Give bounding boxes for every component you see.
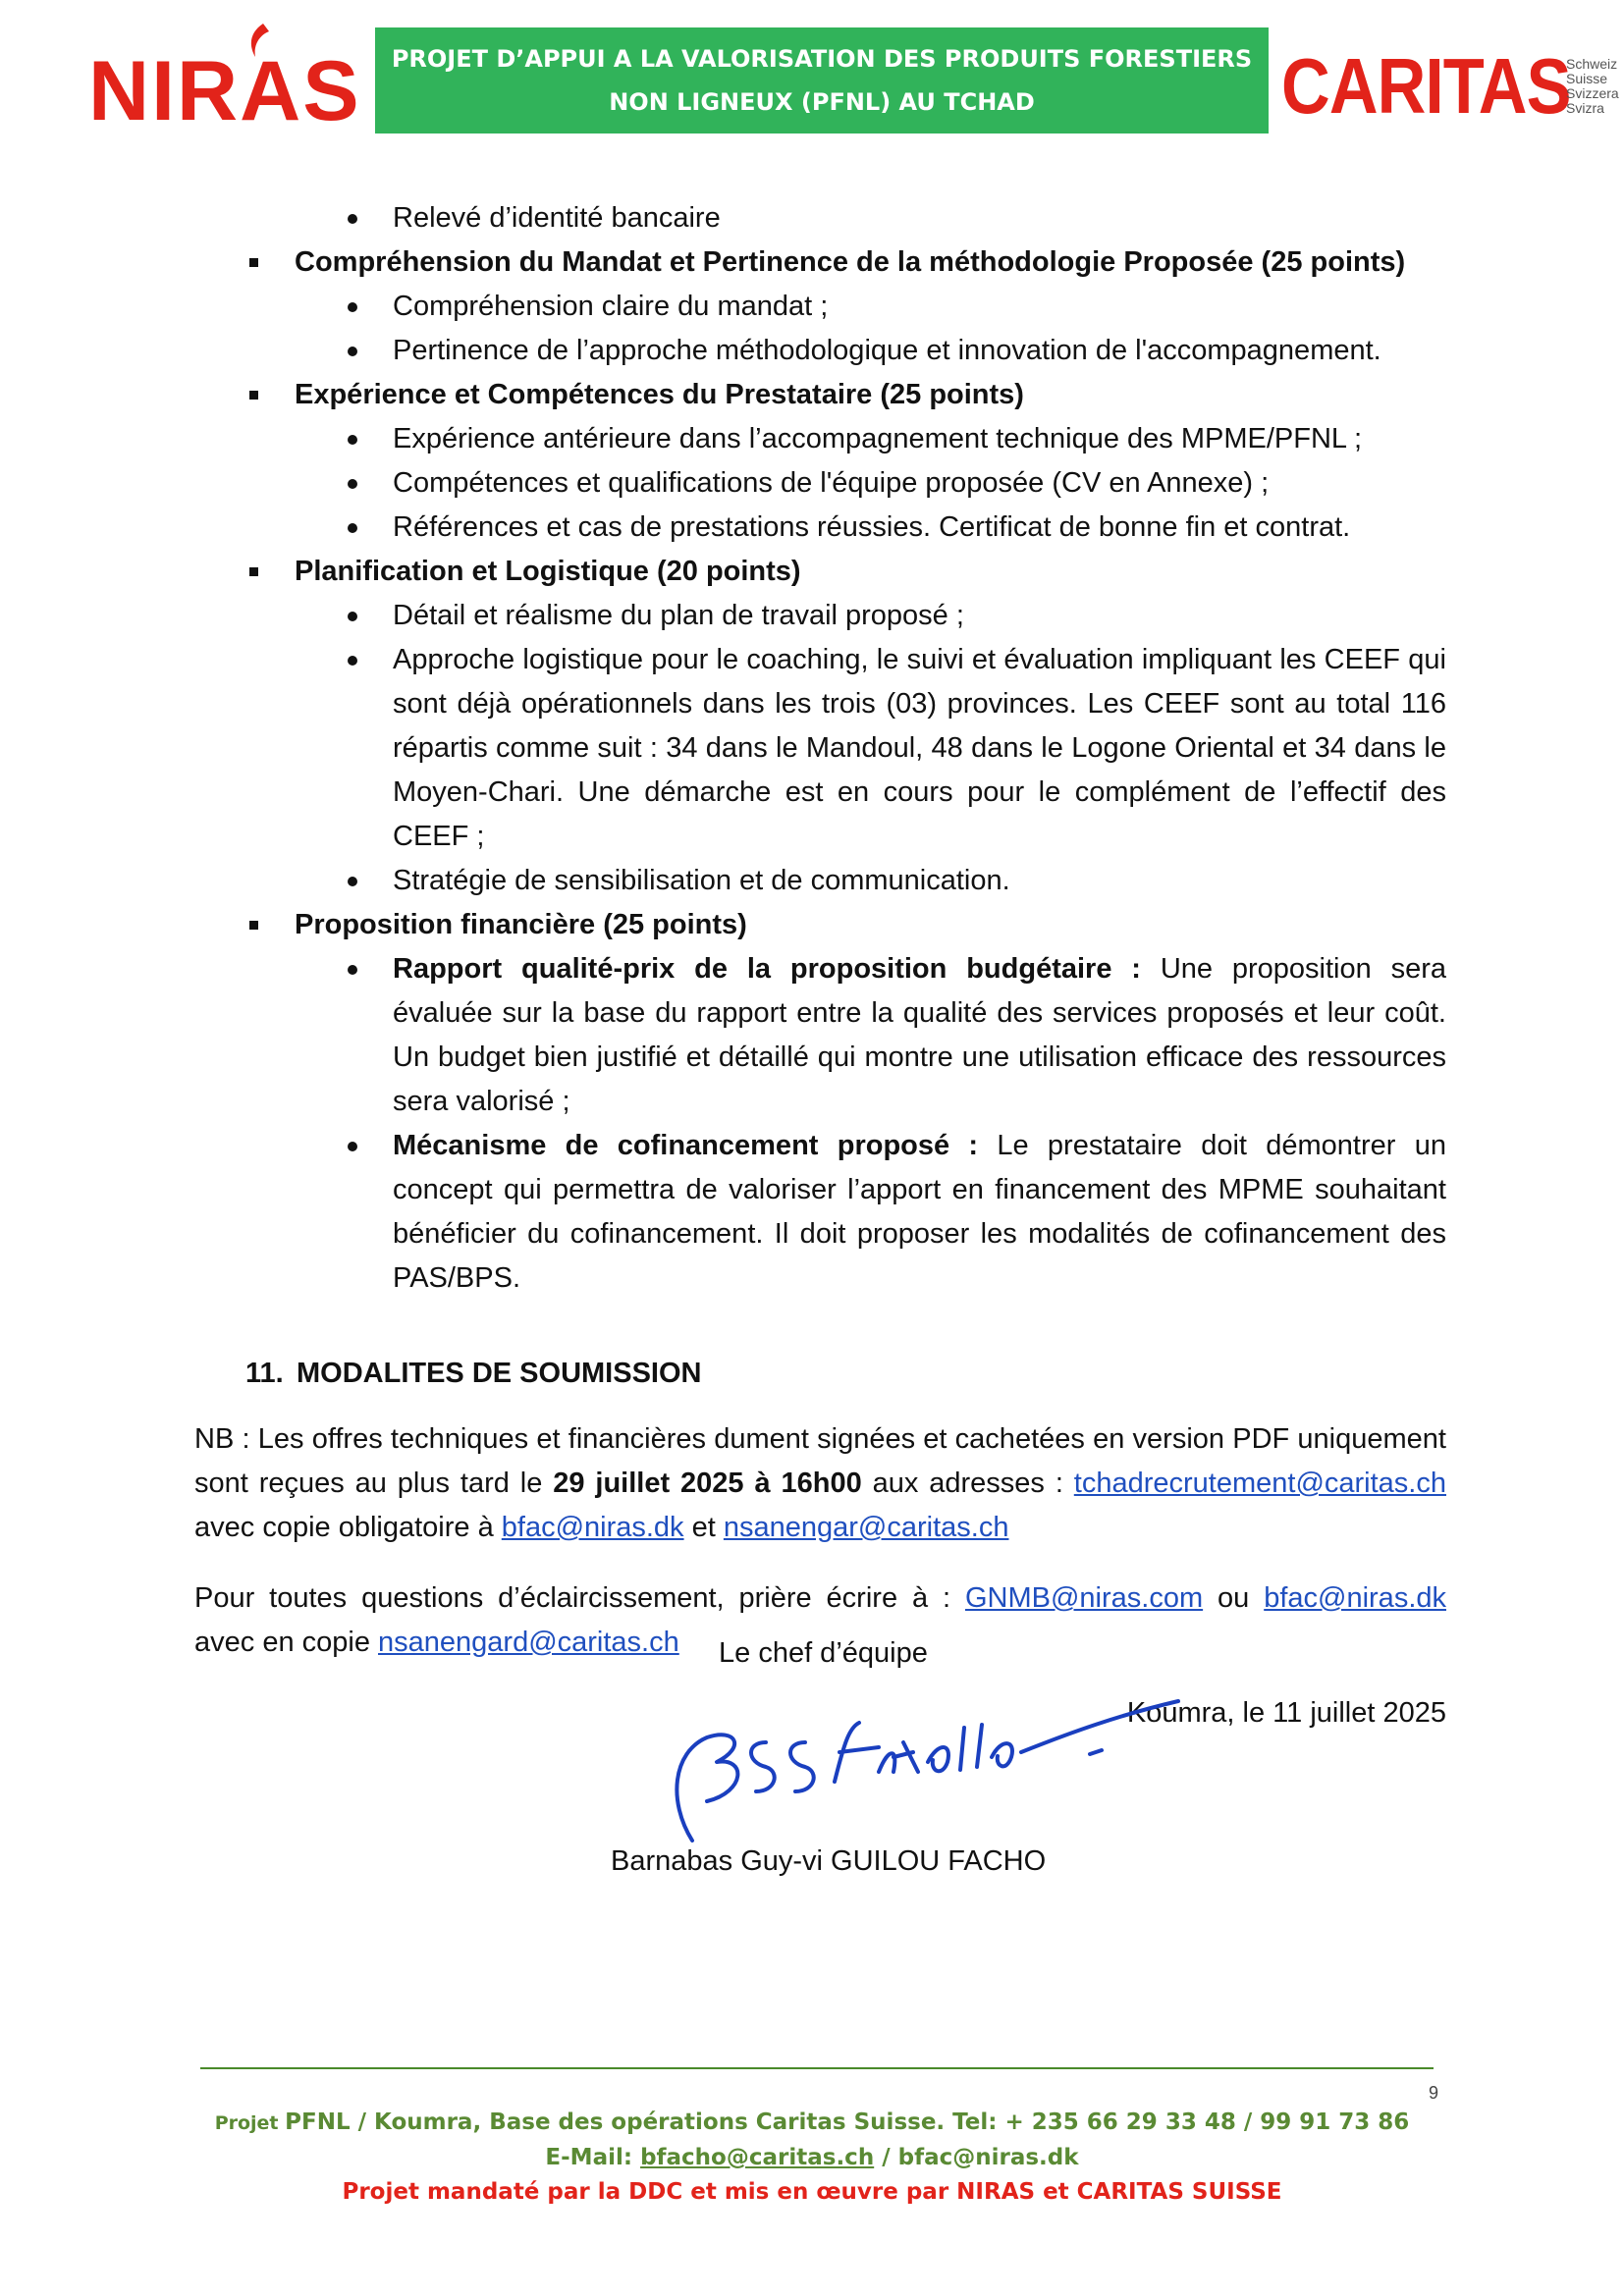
bullet-item xyxy=(194,417,1446,461)
caritas-logo xyxy=(1281,42,1619,135)
caritas-lang: Schweiz xyxy=(1566,56,1618,72)
bullet-item xyxy=(194,196,1446,240)
footer-text: Projet xyxy=(214,2112,286,2134)
caritas-lang: Suisse xyxy=(1566,71,1608,86)
bullet-text: Approche logistique pour le coaching, le suivi et évaluation impliquant les CEEF qui sont déjà opérationnels dans les trois (03) provinces. Les CEEF sont au total 116 répartis comme suit : 34 dans le Mandoul, 48 dans le Logone Oriental et 34 dans le Moyen-Chari. Une démarche est en cours pour le complément de l’effectif des CEEF ; xyxy=(393,644,1446,852)
bullet-bold-lead: Mécanisme de cofinancement proposé : xyxy=(393,1130,979,1161)
text-run: avec copie obligatoire à xyxy=(194,1512,502,1543)
bullet-text: Le prestataire doit démontrer un concept qui permettra de valoriser l’apport en financement des MPME souhaitant bénéficier du cofinancement. Il doit proposer les modalités de cofinancement des PAS/BPS. xyxy=(393,1130,1446,1294)
square-bullet-icon xyxy=(249,567,258,576)
signatory-name: Barnabas Guy-vi GUILOU FACHO xyxy=(611,1845,1047,1877)
criterion-heading-text: Planification et Logistique (20 points) xyxy=(295,556,801,587)
project-title-banner xyxy=(375,27,1269,133)
section-heading xyxy=(194,1352,1446,1396)
niras-logo xyxy=(88,22,361,138)
bullet-item xyxy=(194,947,1446,1124)
footer-emails xyxy=(157,2141,1467,2175)
document-body xyxy=(194,196,1446,1735)
bullet-icon xyxy=(348,347,357,356)
text-run: et xyxy=(683,1512,724,1543)
email-link[interactable]: nsanengard@caritas.ch xyxy=(378,1627,679,1658)
bullet-text: Compréhension claire du mandat ; xyxy=(393,291,829,322)
bullet-bold-lead: Rapport qualité-prix de la proposition budgétaire : xyxy=(393,953,1141,985)
bullet-item xyxy=(194,506,1446,550)
footer-text: E-Mail: xyxy=(545,2145,641,2170)
niras-logo-text: NIRAS xyxy=(88,44,361,138)
deadline: 29 juillet 2025 à 16h00 xyxy=(553,1468,862,1499)
bullet-text: Expérience antérieure dans l’accompagnement technique des MPME/PFNL ; xyxy=(393,423,1363,454)
banner-line-1: PROJET D’APPUI A LA VALORISATION DES PRODUITS FORESTIERS xyxy=(391,45,1253,73)
criterion-heading xyxy=(194,550,1446,594)
bullet-item xyxy=(194,461,1446,506)
text-run: avec en copie xyxy=(194,1627,379,1658)
criterion-heading-text: Compréhension du Mandat et Pertinence de la méthodologie Proposée (25 points) xyxy=(295,246,1406,278)
text-run: NB : Les offres techniques et financières dument signées et cachetées en version PDF uniquement sont reçues au plus tard le xyxy=(194,1423,1446,1499)
bullet-item xyxy=(194,285,1446,329)
bullet-icon xyxy=(348,1142,357,1151)
square-bullet-icon xyxy=(249,921,258,930)
criterion-heading xyxy=(194,903,1446,947)
submission-paragraph xyxy=(194,1417,1446,1550)
email-link[interactable]: nsanengar@caritas.ch xyxy=(723,1512,1009,1543)
caritas-lang: Svizra xyxy=(1566,100,1604,116)
bullet-icon xyxy=(348,479,357,489)
bullet-icon xyxy=(348,302,357,312)
text-run: ou xyxy=(1203,1582,1265,1614)
section-number: 11. xyxy=(245,1358,284,1389)
banner-line-2: NON LIGNEUX (PFNL) AU TCHAD xyxy=(609,88,1035,116)
bullet-icon xyxy=(348,965,357,975)
bullet-text: Une proposition sera évaluée sur la base du rapport entre la qualité des services proposés et leur coût. Un budget bien justifié et détaillé qui montre une utilisation efficace des ressources sera valorisé ; xyxy=(393,953,1447,1117)
handwritten-signature xyxy=(599,1634,1188,1860)
bullet-item xyxy=(194,859,1446,903)
page-footer xyxy=(157,2106,1467,2210)
text-run: Pour toutes questions d’éclaircissement, prière écrire à : xyxy=(194,1582,965,1614)
bullet-icon xyxy=(348,523,357,533)
email-link[interactable]: GNMB@niras.com xyxy=(964,1582,1204,1614)
signatory-role: Le chef d’équipe xyxy=(719,1637,928,1669)
caritas-lang: Svizzera xyxy=(1566,85,1619,101)
bullet-icon xyxy=(348,656,357,666)
bullet-text: Références et cas de prestations réussies. Certificat de bonne fin et contrat. xyxy=(393,511,1351,543)
bullet-icon xyxy=(348,612,357,621)
footer-text: PFNL / Koumra, Base des opérations Caritas Suisse. Tel: + 235 66 29 33 48 / 99 91 73 86 xyxy=(285,2109,1410,2135)
bullet-icon xyxy=(348,435,357,445)
caritas-logo-languages xyxy=(1566,57,1619,116)
bullet-item xyxy=(194,638,1446,859)
section-title: MODALITES DE SOUMISSION xyxy=(297,1358,702,1389)
bullet-text: Pertinence de l’approche méthodologique et innovation de l'accompagnement. xyxy=(393,335,1381,366)
criterion-heading-text: Proposition financière (25 points) xyxy=(295,909,747,940)
criterion-heading-text: Expérience et Compétences du Prestataire (25 points) xyxy=(295,379,1024,410)
bullet-text: Compétences et qualifications de l'équipe proposée (CV en Annexe) ; xyxy=(393,467,1270,499)
footer-email: bfac@niras.dk xyxy=(897,2145,1079,2170)
footer-email-link[interactable]: bfacho@caritas.ch xyxy=(640,2145,875,2170)
bullet-item xyxy=(194,329,1446,373)
bullet-text: Détail et réalisme du plan de travail proposé ; xyxy=(393,600,964,631)
email-link[interactable]: bfac@niras.dk xyxy=(501,1512,684,1543)
footer-text: / xyxy=(874,2145,898,2170)
footer-address xyxy=(157,2106,1467,2141)
email-link[interactable]: tchadrecrutement@caritas.ch xyxy=(1073,1468,1446,1499)
bullet-item xyxy=(194,1124,1446,1301)
square-bullet-icon xyxy=(249,258,258,267)
caritas-logo-text: CARITAS xyxy=(1281,42,1571,130)
text-run: aux adresses : xyxy=(861,1468,1074,1499)
footer-divider xyxy=(200,2067,1434,2069)
bullet-text: Stratégie de sensibilisation et de communication. xyxy=(393,865,1010,896)
place-date: Koumra, le 11 juillet 2025 xyxy=(1126,1697,1446,1729)
bullet-icon xyxy=(348,877,357,886)
footer-mandate: Projet mandaté par la DDC et mis en œuvre par NIRAS et CARITAS SUISSE xyxy=(342,2179,1282,2205)
bullet-text: Relevé d’identité bancaire xyxy=(393,202,721,234)
bullet-item xyxy=(194,594,1446,638)
email-link[interactable]: bfac@niras.dk xyxy=(1264,1582,1446,1614)
square-bullet-icon xyxy=(249,391,258,400)
criterion-heading xyxy=(194,240,1446,285)
page-number: 9 xyxy=(1429,2083,1439,2103)
criterion-heading xyxy=(194,373,1446,417)
bullet-icon xyxy=(348,214,357,224)
